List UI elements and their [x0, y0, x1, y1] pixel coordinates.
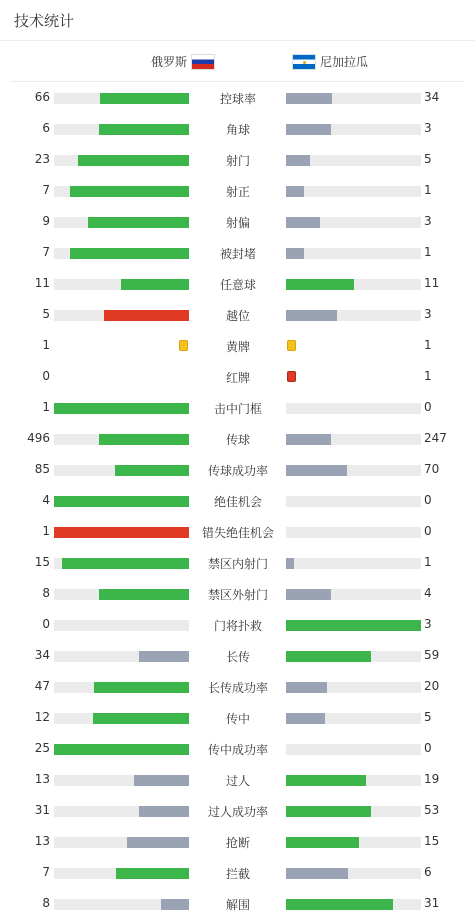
away-bar-fill	[286, 620, 421, 631]
home-team	[151, 53, 215, 70]
home-value: 85	[34, 462, 50, 476]
stat-label: 抢断	[225, 836, 250, 850]
home-bar-fill	[70, 248, 189, 259]
stat-label: 传球	[225, 433, 250, 447]
home-value: 31	[34, 803, 50, 817]
home-bar-fill	[93, 713, 189, 724]
home-bar-fill	[121, 279, 189, 290]
stat-label: 禁区外射门	[207, 588, 268, 602]
stat-row	[0, 578, 475, 609]
stat-row	[0, 485, 475, 516]
home-value: 8	[42, 896, 50, 910]
home-value: 7	[42, 183, 50, 197]
away-bar-track	[286, 155, 421, 166]
away-value: 0	[424, 400, 432, 414]
home-bar-track	[54, 403, 189, 414]
stat-row	[0, 144, 475, 175]
home-bar-fill	[54, 527, 189, 538]
away-bar-fill	[286, 682, 327, 693]
stat-label: 击中门框	[213, 402, 262, 416]
stat-row	[0, 361, 475, 392]
stat-label: 解围	[225, 898, 250, 912]
away-value: 0	[424, 741, 432, 755]
home-bar-track	[54, 589, 189, 600]
stat-label: 角球	[225, 123, 250, 137]
away-bar-track	[286, 899, 421, 910]
away-bar-track	[286, 589, 421, 600]
home-bar-fill	[115, 465, 189, 476]
stat-row	[0, 702, 475, 733]
away-value: 3	[424, 121, 432, 135]
home-bar-track	[54, 744, 189, 755]
stat-row	[0, 299, 475, 330]
away-value: 0	[424, 493, 432, 507]
away-bar-track	[286, 651, 421, 662]
away-bar-track	[286, 837, 421, 848]
page-header	[0, 0, 475, 41]
away-value: 5	[424, 152, 432, 166]
stat-row	[0, 547, 475, 578]
away-value: 5	[424, 710, 432, 724]
home-value: 13	[34, 834, 50, 848]
yellow-card-icon	[287, 340, 296, 351]
home-value: 23	[34, 152, 50, 166]
stat-row	[0, 82, 475, 113]
away-bar-fill	[286, 93, 332, 104]
away-bar-track	[286, 403, 421, 414]
away-bar-fill	[286, 651, 371, 662]
home-value: 1	[42, 338, 50, 352]
away-bar-fill	[286, 868, 348, 879]
away-value: 6	[424, 865, 432, 879]
stat-label: 被封堵	[219, 247, 256, 261]
away-team-name: 尼加拉瓜	[320, 55, 369, 69]
away-bar-track	[286, 527, 421, 538]
away-value: 4	[424, 586, 432, 600]
stats-list	[0, 82, 475, 919]
home-bar-track	[54, 155, 189, 166]
stat-label: 传中成功率	[207, 743, 268, 757]
home-value: 4	[42, 493, 50, 507]
stat-label: 黄牌	[225, 340, 250, 354]
teams-header	[10, 41, 465, 82]
home-bar-fill	[139, 806, 189, 817]
page-title: 技术统计	[14, 12, 75, 30]
home-value: 9	[42, 214, 50, 228]
away-value: 20	[424, 679, 440, 693]
away-bar-track	[286, 713, 421, 724]
away-team	[292, 53, 368, 70]
stat-label: 射偏	[225, 216, 250, 230]
away-bar-fill	[286, 248, 304, 259]
stat-label: 长传	[225, 650, 250, 664]
stat-label: 射正	[225, 185, 250, 199]
home-bar-fill	[161, 899, 189, 910]
home-value: 5	[42, 307, 50, 321]
stat-row	[0, 764, 475, 795]
away-value: 1	[424, 369, 432, 383]
home-bar-track	[54, 186, 189, 197]
home-value: 0	[42, 369, 50, 383]
home-bar-fill	[62, 558, 189, 569]
home-bar-track	[54, 837, 189, 848]
home-bar-fill	[99, 434, 189, 445]
home-bar-fill	[99, 589, 189, 600]
stat-label: 传球成功率	[207, 464, 268, 478]
stat-row	[0, 795, 475, 826]
stat-label: 错失绝佳机会	[201, 526, 274, 540]
away-bar-fill	[286, 124, 331, 135]
home-bar-fill	[54, 403, 189, 414]
home-bar-track	[54, 620, 189, 631]
home-value: 7	[42, 245, 50, 259]
away-value: 31	[424, 896, 440, 910]
stat-row	[0, 454, 475, 485]
away-bar-track	[286, 775, 421, 786]
away-bar-track	[286, 186, 421, 197]
away-value: 1	[424, 338, 432, 352]
away-bar-fill	[286, 558, 294, 569]
stat-row	[0, 330, 475, 361]
stat-row	[0, 237, 475, 268]
stat-row	[0, 888, 475, 919]
away-bar-fill	[286, 775, 366, 786]
away-bar-fill	[286, 155, 310, 166]
home-bar-track	[54, 124, 189, 135]
away-bar-fill	[286, 186, 304, 197]
away-bar-track	[286, 620, 421, 631]
stat-row	[0, 423, 475, 454]
away-value: 59	[424, 648, 440, 662]
away-bar-track	[286, 248, 421, 259]
stat-label: 控球率	[219, 92, 256, 106]
home-bar-track	[54, 279, 189, 290]
yellow-card-icon	[179, 340, 188, 351]
home-bar-track	[54, 899, 189, 910]
home-value: 1	[42, 400, 50, 414]
home-value: 6	[42, 121, 50, 135]
home-value: 12	[34, 710, 50, 724]
home-bar-fill	[78, 155, 189, 166]
away-bar-fill	[286, 465, 347, 476]
home-bar-track	[54, 806, 189, 817]
home-value: 47	[34, 679, 50, 693]
stat-label: 门将扑救	[213, 619, 262, 633]
away-bar-track	[286, 558, 421, 569]
stat-label: 禁区内射门	[207, 557, 268, 571]
home-value: 11	[34, 276, 50, 290]
away-value: 11	[424, 276, 440, 290]
away-value: 247	[424, 431, 447, 445]
away-value: 1	[424, 245, 432, 259]
stat-label: 传中	[225, 712, 250, 726]
away-value: 1	[424, 555, 432, 569]
stat-row	[0, 268, 475, 299]
home-value: 496	[27, 431, 50, 445]
russia-flag-icon	[191, 54, 215, 70]
stat-row	[0, 640, 475, 671]
home-team-name: 俄罗斯	[150, 55, 187, 69]
away-value: 0	[424, 524, 432, 538]
away-bar-track	[286, 124, 421, 135]
home-bar-track	[54, 465, 189, 476]
away-bar-fill	[286, 310, 337, 321]
away-value: 3	[424, 214, 432, 228]
away-bar-fill	[286, 713, 325, 724]
away-value: 15	[424, 834, 440, 848]
home-bar-track	[54, 310, 189, 321]
stat-label: 过人成功率	[207, 805, 268, 819]
away-bar-track	[286, 434, 421, 445]
home-bar-fill	[88, 217, 189, 228]
home-bar-track	[54, 713, 189, 724]
away-value: 19	[424, 772, 440, 786]
home-bar-fill	[94, 682, 189, 693]
stat-row	[0, 857, 475, 888]
away-value: 3	[424, 307, 432, 321]
home-bar-fill	[139, 651, 189, 662]
stat-label: 绝佳机会	[213, 495, 262, 509]
away-bar-track	[286, 806, 421, 817]
away-bar-fill	[286, 899, 393, 910]
home-bar-track	[54, 496, 189, 507]
home-bar-fill	[100, 93, 189, 104]
nicaragua-flag-icon	[292, 54, 316, 70]
stat-label: 拦截	[225, 867, 250, 881]
away-bar-fill	[286, 837, 359, 848]
away-value: 3	[424, 617, 432, 631]
away-bar-track	[286, 744, 421, 755]
away-bar-track	[286, 217, 421, 228]
home-bar-fill	[70, 186, 189, 197]
away-bar-track	[286, 496, 421, 507]
home-bar-track	[54, 651, 189, 662]
home-bar-fill	[127, 837, 189, 848]
away-bar-fill	[286, 806, 371, 817]
stat-label: 长传成功率	[207, 681, 268, 695]
home-value: 8	[42, 586, 50, 600]
stat-row	[0, 392, 475, 423]
away-bar-track	[286, 279, 421, 290]
away-bar-track	[286, 868, 421, 879]
home-value: 13	[34, 772, 50, 786]
home-bar-track	[54, 527, 189, 538]
home-bar-fill	[104, 310, 189, 321]
stat-row	[0, 671, 475, 702]
home-bar-fill	[54, 744, 189, 755]
stat-label: 过人	[225, 774, 250, 788]
away-bar-fill	[286, 434, 331, 445]
home-bar-track	[54, 558, 189, 569]
home-value: 25	[34, 741, 50, 755]
home-bar-fill	[54, 496, 189, 507]
away-value: 34	[424, 90, 440, 104]
stat-row	[0, 113, 475, 144]
red-card-icon	[287, 371, 296, 382]
stat-label: 越位	[225, 309, 250, 323]
away-bar-track	[286, 682, 421, 693]
home-value: 15	[34, 555, 50, 569]
home-value: 1	[42, 524, 50, 538]
home-bar-fill	[116, 868, 189, 879]
stat-row	[0, 175, 475, 206]
home-value: 7	[42, 865, 50, 879]
stat-row	[0, 516, 475, 547]
home-bar-track	[54, 93, 189, 104]
stat-label: 任意球	[219, 278, 256, 292]
away-bar-track	[286, 465, 421, 476]
home-bar-track	[54, 775, 189, 786]
home-bar-fill	[134, 775, 189, 786]
away-bar-track	[286, 310, 421, 321]
stat-row	[0, 206, 475, 237]
stat-label: 红牌	[225, 371, 250, 385]
stat-label: 射门	[225, 154, 250, 168]
home-bar-track	[54, 434, 189, 445]
home-value: 66	[34, 90, 50, 104]
home-bar-track	[54, 868, 189, 879]
home-bar-track	[54, 217, 189, 228]
home-bar-track	[54, 682, 189, 693]
away-value: 53	[424, 803, 440, 817]
away-bar-fill	[286, 279, 354, 290]
home-value: 0	[42, 617, 50, 631]
home-value: 34	[34, 648, 50, 662]
stat-row	[0, 733, 475, 764]
away-bar-track	[286, 93, 421, 104]
away-value: 70	[424, 462, 440, 476]
home-bar-track	[54, 248, 189, 259]
away-bar-fill	[286, 589, 331, 600]
stat-row	[0, 826, 475, 857]
home-bar-fill	[99, 124, 189, 135]
stat-row	[0, 609, 475, 640]
away-bar-fill	[286, 217, 320, 228]
away-value: 1	[424, 183, 432, 197]
